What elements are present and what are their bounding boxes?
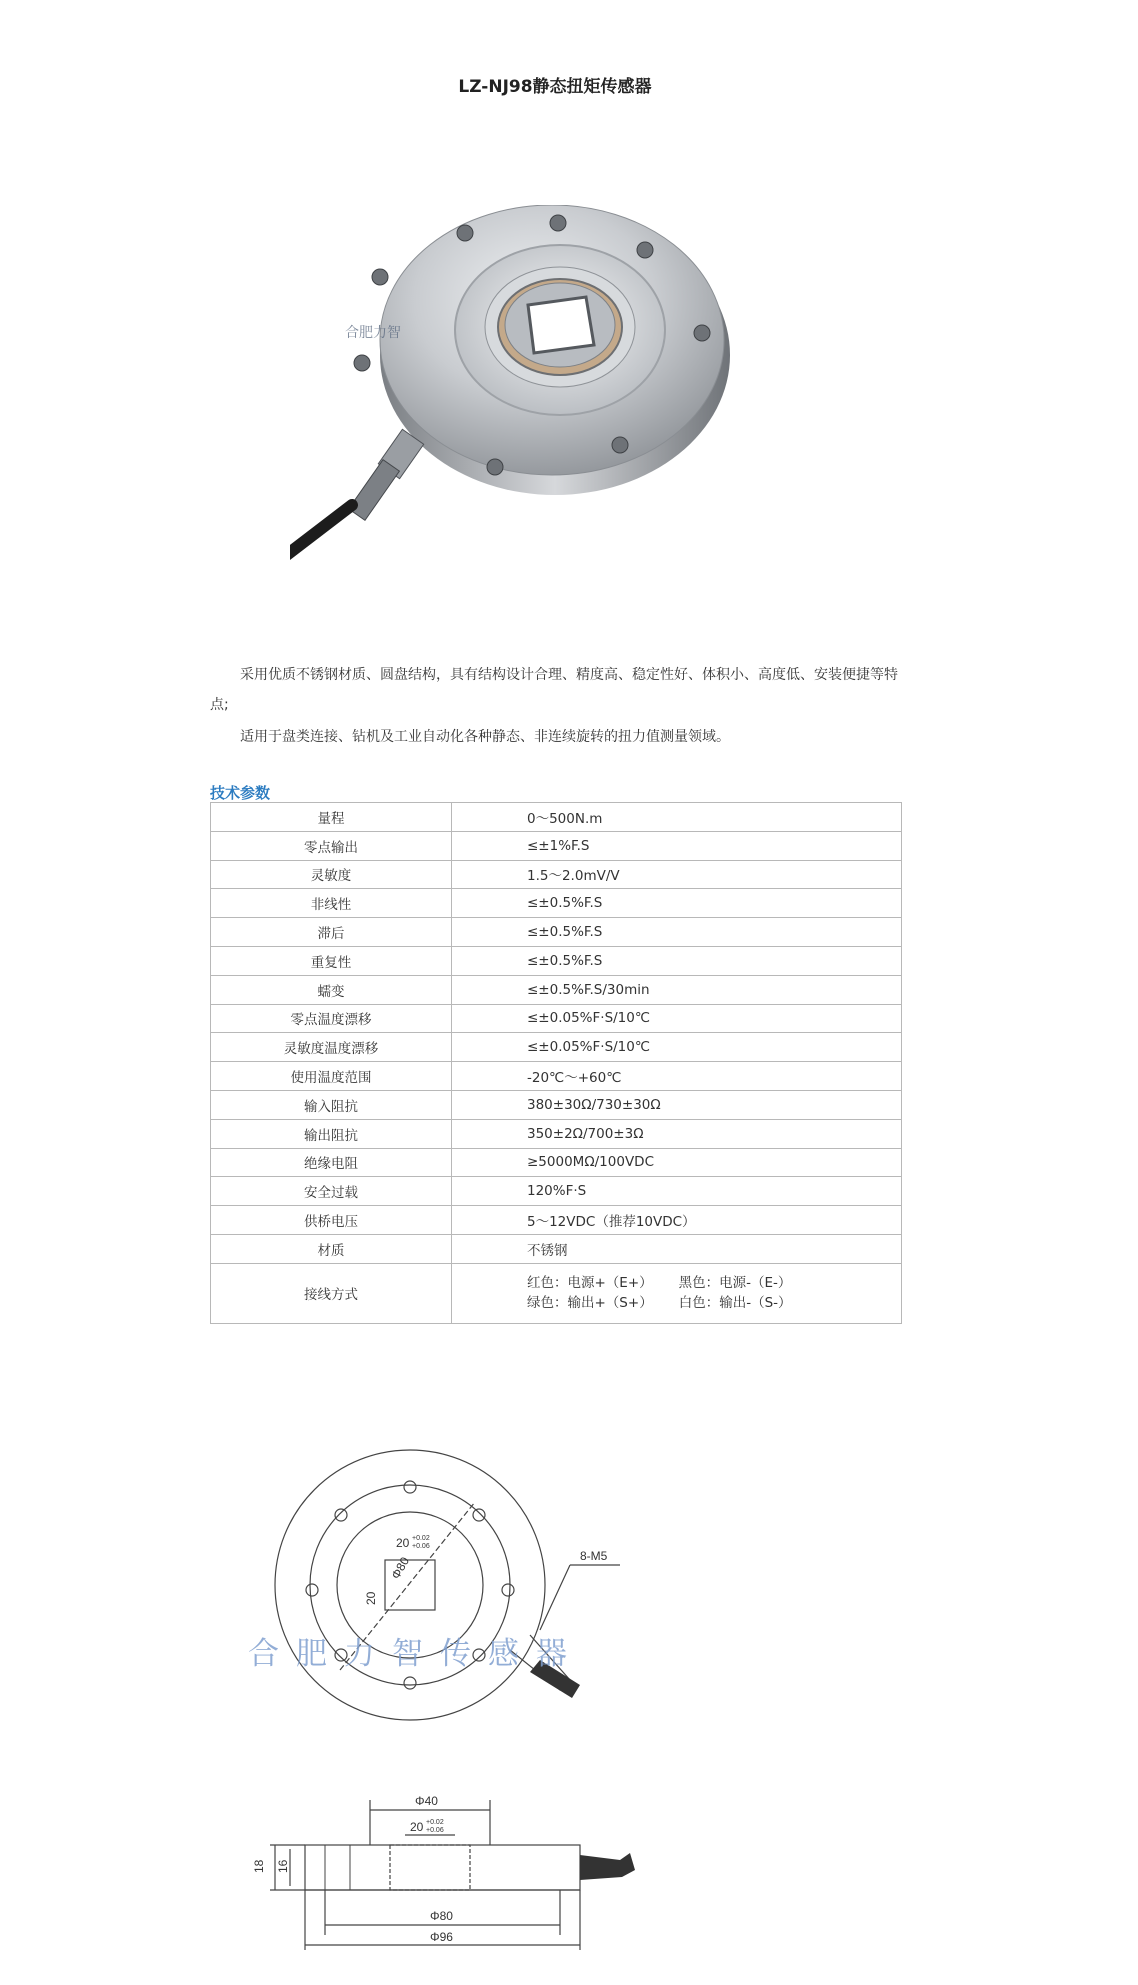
- side-d40: Φ40: [415, 1794, 438, 1808]
- table-row: [211, 803, 902, 832]
- table-row: [211, 831, 902, 860]
- body-outline: [305, 1845, 580, 1890]
- side-tol-lower: +0.06: [426, 1827, 444, 1834]
- spec-label: 输出阻抗: [211, 1119, 452, 1148]
- table-row: [211, 1004, 902, 1033]
- wiring-label: 接线方式: [211, 1263, 452, 1323]
- table-row: [211, 975, 902, 1004]
- spec-label: 输入阻抗: [211, 1090, 452, 1119]
- table-row: [211, 1206, 902, 1235]
- intro-paragraph-1: 采用优质不锈钢材质、圆盘结构，具有结构设计合理、精度高、稳定性好、体积小、高度低、安装便捷等特点;: [210, 667, 898, 713]
- side-d80: Φ80: [430, 1909, 453, 1923]
- table-row: [211, 1033, 902, 1062]
- hole-callout: 8-M5: [580, 1549, 608, 1563]
- spec-label: 灵敏度: [211, 860, 452, 889]
- spec-label: 零点温度漂移: [211, 1004, 452, 1033]
- spec-table: [210, 802, 902, 1324]
- wiring-value: [452, 1263, 902, 1323]
- spec-value: 120%F·S: [452, 1177, 902, 1206]
- wire-red: 红色：电源+（E+）: [527, 1275, 653, 1292]
- intro-paragraph-2: 适用于盘类连接、钻机及工业自动化各种静态、非连续旋转的扭力值测量领域。: [240, 729, 730, 745]
- spec-label: 使用温度范围: [211, 1062, 452, 1091]
- side-d96: Φ96: [430, 1930, 453, 1944]
- table-row: [211, 860, 902, 889]
- photo-watermark: 合肥力智: [345, 325, 401, 341]
- spec-value: ≤±1%F.S: [452, 831, 902, 860]
- spec-value: ≥5000MΩ/100VDC: [452, 1148, 902, 1177]
- front-view-drawing: [240, 1440, 660, 1730]
- spec-value: 1.5～2.0mV/V: [452, 860, 902, 889]
- spec-label: 量程: [211, 803, 452, 832]
- tol-lower: +0.06: [412, 1543, 430, 1550]
- spec-value: 5～12VDC（推荐10VDC）: [452, 1206, 902, 1235]
- spec-value: ≤±0.05%F·S/10℃: [452, 1033, 902, 1062]
- wire-green: 绿色：输出+（S+）: [527, 1295, 653, 1312]
- square-dim-vertical: 20: [364, 1591, 378, 1605]
- table-row: [211, 889, 902, 918]
- spec-value: ≤±0.05%F·S/10℃: [452, 1004, 902, 1033]
- spec-value: 0～500N.m: [452, 803, 902, 832]
- table-row: [211, 1263, 902, 1323]
- table-row: [211, 1119, 902, 1148]
- wire-white: 白色：输出-（S-）: [678, 1295, 792, 1312]
- spec-label: 非线性: [211, 889, 452, 918]
- side-h18: 18: [252, 1859, 266, 1873]
- spec-label: 零点输出: [211, 831, 452, 860]
- spec-label: 绝缘电阻: [211, 1148, 452, 1177]
- wiring-line-2: [527, 1293, 901, 1313]
- spec-value: ≤±0.5%F.S/30min: [452, 975, 902, 1004]
- table-row: [211, 1148, 902, 1177]
- side-square-dim: 20: [410, 1820, 424, 1834]
- wire-black: 黑色：电源-（E-）: [678, 1275, 792, 1292]
- product-photo: [290, 205, 750, 585]
- table-row: [211, 1090, 902, 1119]
- specs-heading: 技术参数: [210, 784, 271, 802]
- table-row: [211, 918, 902, 947]
- spec-label: 灵敏度温度漂移: [211, 1033, 452, 1062]
- wiring-line-1: [527, 1273, 901, 1293]
- side-tol-upper: +0.02: [426, 1819, 444, 1826]
- spec-value: ≤±0.5%F.S: [452, 889, 902, 918]
- table-row: [211, 1062, 902, 1091]
- spec-value: 不锈钢: [452, 1234, 902, 1263]
- page-title: LZ-NJ98静态扭矩传感器: [458, 77, 652, 97]
- spec-label: 滞后: [211, 918, 452, 947]
- spec-value: -20℃～+60℃: [452, 1062, 902, 1091]
- spec-value: 350±2Ω/700±3Ω: [452, 1119, 902, 1148]
- table-row: [211, 946, 902, 975]
- tol-upper: +0.02: [412, 1535, 430, 1542]
- spec-label: 材质: [211, 1234, 452, 1263]
- spec-label: 供桥电压: [211, 1206, 452, 1235]
- spec-label: 重复性: [211, 946, 452, 975]
- spec-value: ≤±0.5%F.S: [452, 946, 902, 975]
- drawing-watermark: 合肥力智传感器: [248, 1636, 584, 1672]
- side-cable: [580, 1853, 635, 1880]
- bore-dim: Φ80: [388, 1554, 413, 1582]
- side-view-drawing: [230, 1765, 680, 1955]
- table-row: [211, 1234, 902, 1263]
- spec-value: ≤±0.5%F.S: [452, 918, 902, 947]
- spec-value: 380±30Ω/730±30Ω: [452, 1090, 902, 1119]
- spec-label: 安全过载: [211, 1177, 452, 1206]
- spec-label: 蠕变: [211, 975, 452, 1004]
- table-row: [211, 1177, 902, 1206]
- square-dim: 20: [396, 1536, 410, 1550]
- side-h16: 16: [276, 1859, 290, 1873]
